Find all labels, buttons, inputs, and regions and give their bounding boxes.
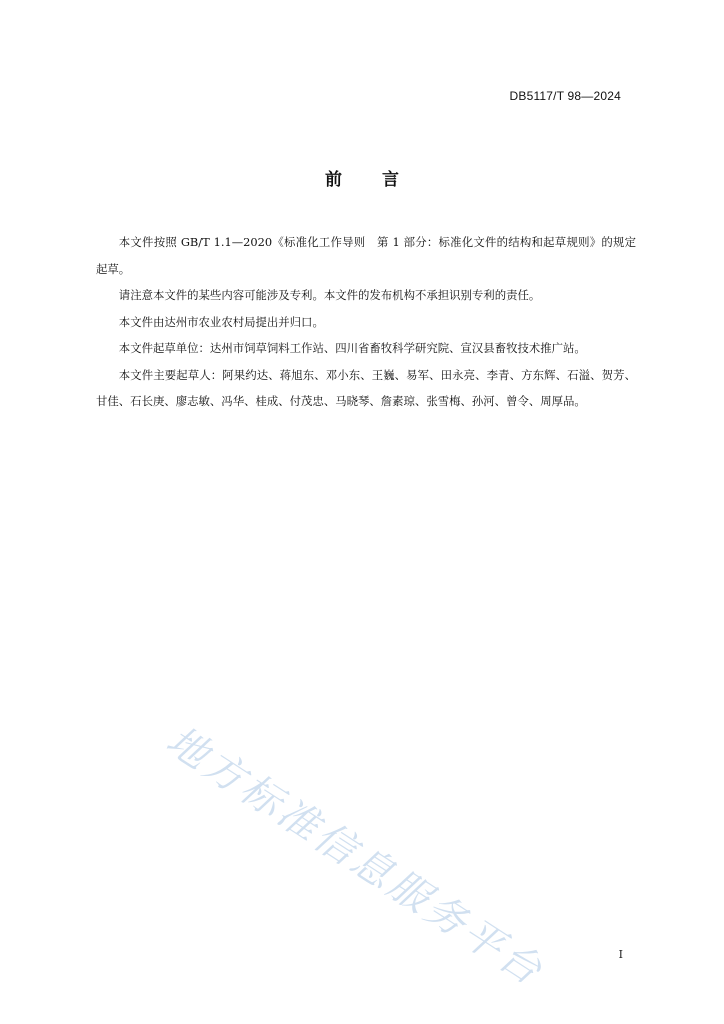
document-code: DB5117/T 98—2024 [509,89,621,103]
paragraph-drafting-units: 本文件起草单位：达州市饲草饲料工作站、四川省畜牧科学研究院、宣汉县畜牧技术推广站。 [118,341,586,355]
watermark-text: 地方标准信息服务平台 [158,717,553,996]
paragraph-patent-notice: 请注意本文件的某些内容可能涉及专利。本文件的发布机构不承担识别专利的责任。 [118,288,541,302]
paragraph-proposer: 本文件由达州市农业农村局提出并归口。 [118,314,324,329]
section-title-char-2: 言 [382,170,399,190]
paragraph-drafting-rules: 本文件按照 GB/T 1.1—2020《标准化工作导则 第 1 部分：标准化文件的结构和起草规则》的规定起草。 [96,235,636,276]
paragraph-drafters: 本文件主要起草人：阿果约达、蒋旭东、邓小东、王巍、易军、田永亮、李青、方东辉、石溢、贺芳、甘佳、石长庚、廖志敏、冯华、桂成、付茂忠、马晓琴、詹素琼、张雪梅、孙河、曾令、周厚品。 [96,367,636,408]
page-number: I [618,948,623,961]
section-title-char-1: 前 [325,170,342,190]
